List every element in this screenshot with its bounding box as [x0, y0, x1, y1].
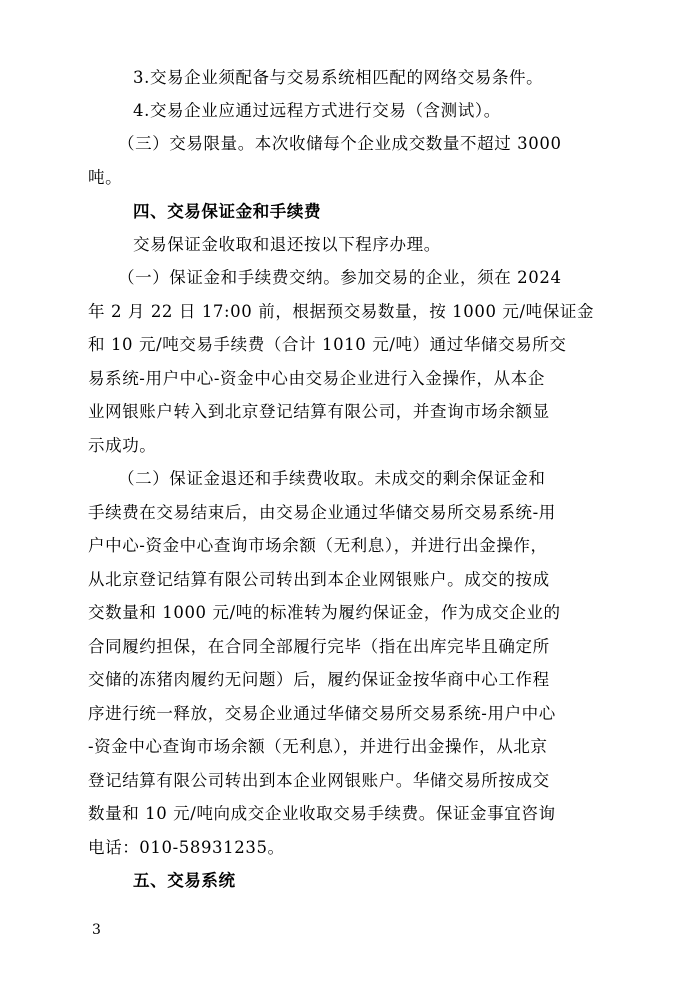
paragraph-line: 易系统-用户中心-资金中心由交易企业进行入金操作，从本企	[88, 369, 545, 388]
paragraph-trade-limit-cont: 吨。	[88, 168, 123, 187]
paragraph-line: 交储的冻猪肉履约无问题）后，履约保证金按华商中心工作程	[88, 670, 550, 689]
paragraph-line: 数量和 10 元/吨向成交企业收取交易手续费。保证金事宜咨询	[88, 804, 556, 823]
contact-phone: 电话：010-58931235。	[88, 838, 285, 857]
list-item-3: 3.交易企业须配备与交易系统相匹配的网络交易条件。	[133, 68, 544, 87]
paragraph-trade-limit: （三）交易限量。本次收储每个企业成交数量不超过 3000	[118, 134, 562, 153]
paragraph-line: 业网银账户转入到北京登记结算有限公司，并查询市场余额显	[88, 402, 550, 421]
paragraph-deposit-payment: （一）保证金和手续费交纳。参加交易的企业，须在 2024	[118, 268, 562, 287]
paragraph-line: 登记结算有限公司转出到本企业网银账户。华储交易所按成交	[88, 771, 550, 790]
section-heading-4: 四、交易保证金和手续费	[133, 202, 322, 221]
paragraph-line: 户中心-资金中心查询市场余额（无利息），并进行出金操作，	[88, 536, 548, 555]
paragraph-line: 交数量和 1000 元/吨的标准转为履约保证金，作为成交企业的	[88, 603, 561, 622]
paragraph-line: 和 10 元/吨交易手续费（合计 1010 元/吨）通过华储交易所交	[88, 335, 567, 354]
paragraph-line: 手续费在交易结束后，由交易企业通过华储交易所交易系统-用	[88, 503, 556, 522]
paragraph-deposit-refund: （二）保证金退还和手续费收取。未成交的剩余保证金和	[118, 469, 546, 488]
list-item-4: 4.交易企业应通过远程方式进行交易（含测试）。	[133, 101, 501, 120]
paragraph-line: 年 2 月 22 日 17:00 前，根据预交易数量，按 1000 元/吨保证金	[88, 302, 595, 321]
paragraph-line: 序进行统一释放，交易企业通过华储交易所交易系统-用户中心	[88, 704, 556, 723]
paragraph-line: -资金中心查询市场余额（无利息），并进行出金操作，从北京	[88, 737, 548, 756]
paragraph-line: 从北京登记结算有限公司转出到本企业网银账户。成交的按成	[88, 570, 550, 589]
section-heading-5: 五、交易系统	[133, 871, 236, 890]
paragraph-line: 合同履约担保，在合同全部履行完毕（指在出库完毕且确定所	[88, 637, 550, 656]
paragraph-line: 示成功。	[88, 436, 157, 455]
page-number: 3	[92, 922, 101, 938]
paragraph-intro: 交易保证金收取和退还按以下程序办理。	[133, 235, 441, 254]
